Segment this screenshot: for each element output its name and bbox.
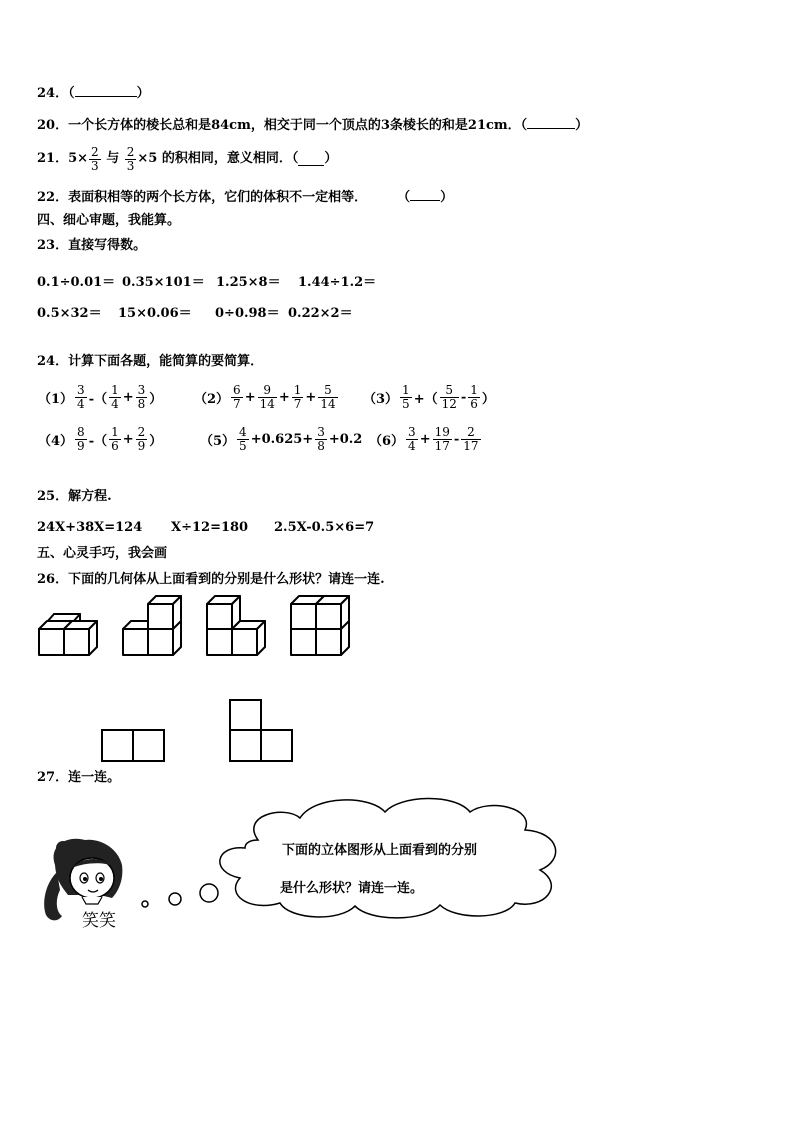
thought-cloud bbox=[220, 798, 556, 917]
girl-name-label: 笑笑 bbox=[82, 911, 116, 931]
calc-item: 0.22×2＝ bbox=[288, 306, 353, 321]
fraction: $\frac{2}{3}$ bbox=[91, 144, 99, 173]
calc-item: 1.44÷1.2＝ bbox=[298, 275, 377, 290]
problem-3: （3） $\frac{1}{5}$ +（ $\frac{5}{12}$ - $\frac{1}{6}$ ） bbox=[363, 383, 495, 411]
problem-4: （4） $\frac{8}{9}$ -（ $\frac{1}{6}$ + $\frac{2}{9}$ ） bbox=[38, 425, 163, 453]
calc-item: 0÷0.98＝ bbox=[215, 306, 280, 321]
fraction: $\frac{2}{3}$ bbox=[126, 144, 135, 173]
section-heading-5: 五、心灵手巧，我会画 bbox=[37, 546, 168, 561]
problem-2: （2） $\frac{6}{7}$ + $\frac{9}{14}$ + $\frac{1}{7}$ + $\frac{5}{14}$ bbox=[194, 383, 336, 411]
calc-item: 0.5×32＝ bbox=[37, 306, 102, 321]
problem-5: （5） $\frac{4}{5}$ +0.625+ $\frac{3}{8}$ +0.2 bbox=[200, 425, 363, 453]
question-20: 20．一个长方体的棱长总和是84cm，相交于同一个顶点的3条棱长的和是21cm．（ ） bbox=[37, 118, 589, 133]
calc-item: 0.1÷0.01＝ bbox=[37, 275, 116, 290]
question-26-title: 26．下面的几何体从上面看到的分别是什么形状？请连一连. bbox=[37, 572, 385, 587]
equation: 24X+38X=124 bbox=[37, 520, 143, 535]
calc-item: 15×0.06＝ bbox=[118, 306, 192, 321]
question-21: 21．5× $\frac{2}{3}$ 与 $\frac{2}{3}$ ×5 的积相同，意义相同．（ ） bbox=[37, 144, 338, 173]
thought-bubbles bbox=[142, 884, 218, 907]
calc-item: 1.25×8＝ bbox=[216, 275, 281, 290]
section-heading-4: 四、细心审题，我能算。 bbox=[37, 213, 181, 228]
cloud-text-line-2: 是什么形状？请连一连。 bbox=[280, 881, 424, 896]
calc-item: 0.35×101＝ bbox=[122, 275, 205, 290]
question-24a: 24．（ ） bbox=[37, 86, 150, 101]
problem-6: （6） $\frac{3}{4}$ + $\frac{19}{17}$ - $\frac{2}{17}$ bbox=[369, 425, 479, 453]
problem-1: （1） $\frac{3}{4}$ -（ $\frac{1}{4}$ + $\frac{3}{8}$ ） bbox=[38, 383, 163, 411]
cloud-text-line-1: 下面的立体图形从上面看到的分别 bbox=[282, 843, 478, 858]
question-23-title: 23．直接写得数。 bbox=[37, 238, 147, 253]
question-24-title: 24．计算下面各题，能简算的要简算． bbox=[37, 354, 264, 369]
equation: 2.5X-0.5×6=7 bbox=[274, 520, 375, 535]
question-25-title: 25．解方程. bbox=[37, 489, 112, 504]
equation: X÷12=180 bbox=[171, 520, 249, 535]
question-27-title: 27．连一连。 bbox=[37, 770, 121, 785]
question-22: 22．表面积相等的两个长方体，它们的体积不一定相等． （ ） bbox=[37, 190, 454, 205]
